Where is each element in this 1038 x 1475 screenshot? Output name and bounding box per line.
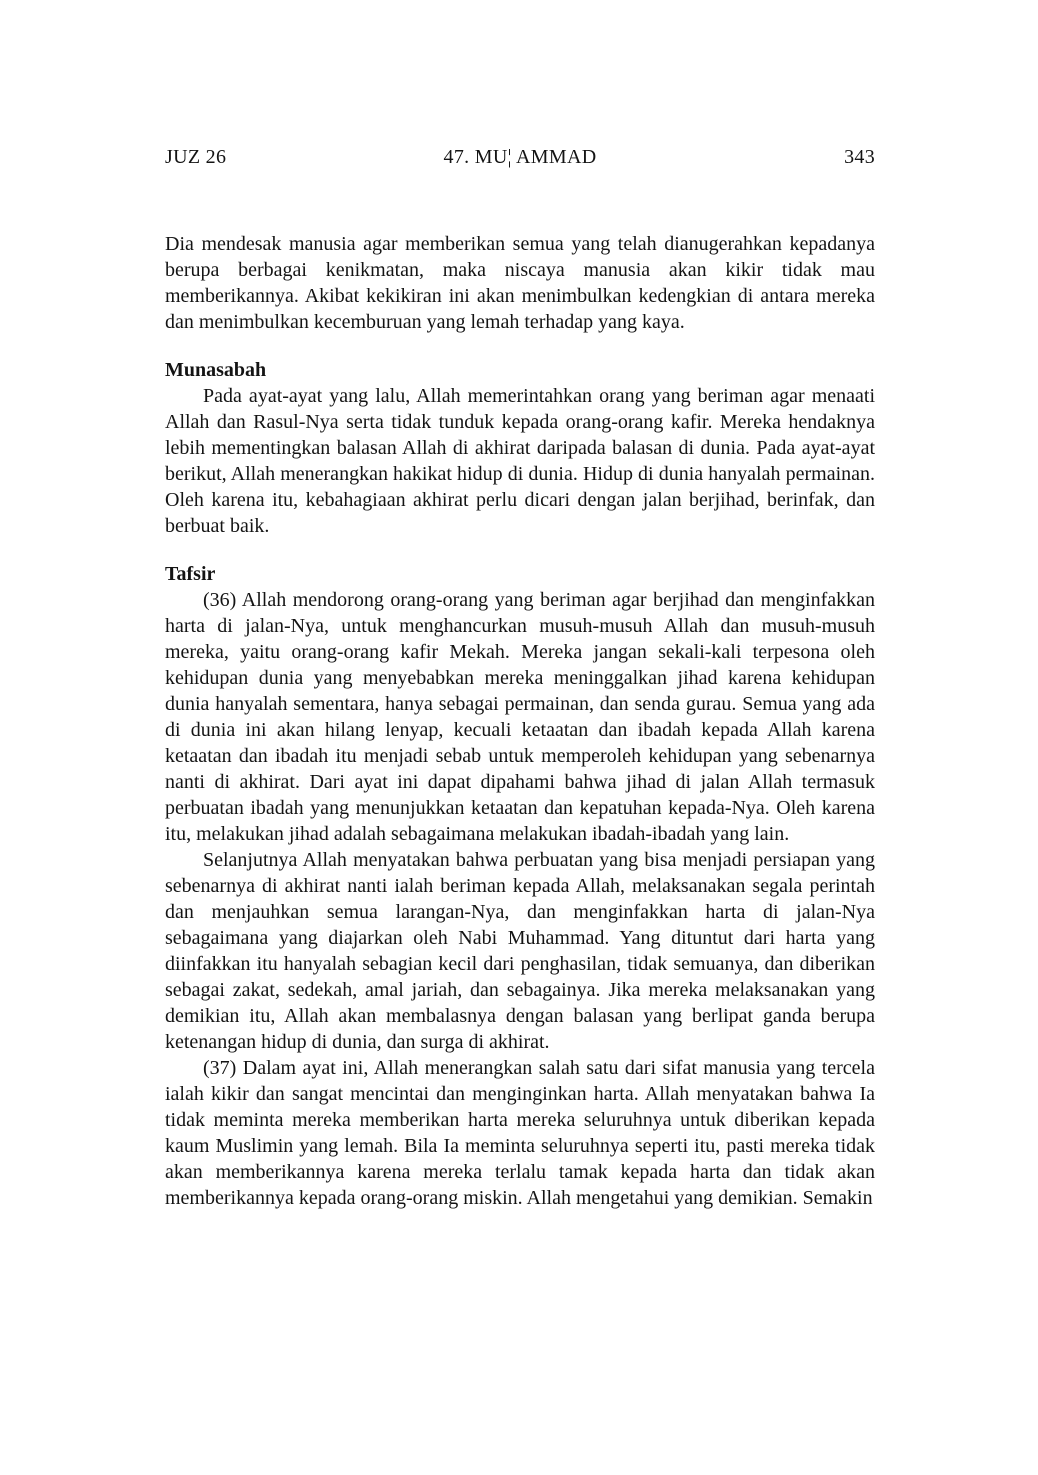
tafsir-paragraph-selanjutnya: Selanjutnya Allah menyatakan bahwa perbuatan yang bisa menjadi persiapan yang sebenarnya di akhirat nanti ialah beriman kepada Allah, melaksanakan segala perintah dan menjauhkan semua larangan-Nya, dan menginfakkan harta di jalan-Nya sebagaimana yang diajarkan oleh Nabi Muhammad. Yang dituntut dari harta yang diinfakkan itu hanyalah sebagian kecil dari penghasilan, tidak semuanya, dan diberikan sebagai zakat, sedekah, amal jariah, dan sebagainya. Jika mereka melaksanakan yang demikian itu, Allah akan membalasnya dengan balasan yang berlipat ganda berupa ketenangan hidup di dunia, dan surga di akhirat.: [165, 849, 875, 1053]
juz-label: JUZ 26: [165, 146, 227, 168]
page-number: 343: [844, 146, 876, 168]
continuation-paragraph: Dia mendesak manusia agar memberikan semua yang telah dianugerahkan kepadanya berupa berbagai kenikmatan, maka niscaya manusia akan kikir tidak mau memberikannya. Akibat kekikiran ini akan menimbulkan kedengkian di antara mereka dan menimbulkan kecemburuan yang lemah terhadap yang kaya.: [165, 233, 875, 333]
page-body: [165, 231, 875, 1211]
section-heading-munasabah: Munasabah: [165, 359, 267, 381]
page-header: [165, 146, 875, 169]
surah-title: 47. MU¦ AMMAD: [443, 146, 597, 168]
munasabah-paragraph: Pada ayat-ayat yang lalu, Allah memerintahkan orang yang beriman agar menaati Allah dan Rasul-Nya serta tidak tunduk kepada orang-orang kafir. Mereka hendaknya lebih mementingkan balasan Allah di akhirat daripada balasan di dunia. Pada ayat-ayat berikut, Allah menerangkan hakikat hidup di dunia. Hidup di dunia hanyalah permainan. Oleh karena itu, kebahagiaan akhirat perlu dicari dengan jalan berjihad, berinfak, dan berbuat baik.: [165, 385, 875, 537]
tafsir-paragraph-ayat-36: (36) Allah mendorong orang-orang yang beriman agar berjihad dan menginfakkan harta di jalan-Nya, untuk menghancurkan musuh-musuh Allah dan musuh-musuh mereka, yaitu orang-orang kafir Mekah. Mereka jangan sekali-kali terpesona oleh kehidupan dunia yang menyebabkan mereka meninggalkan jihad karena kehidupan dunia hanyalah sementara, hanya sebagai permainan, dan senda gurau. Semua yang ada di dunia ini akan hilang lenyap, kecuali ketaatan dan ibadah kepada Allah karena ketaatan dan ibadah itu menjadi sebab untuk memperoleh kehidupan yang sebenarnya nanti di akhirat. Dari ayat ini dapat dipahami bahwa jihad di jalan Allah termasuk perbuatan ibadah yang menunjukkan ketaatan dan kepatuhan kepada-Nya. Oleh karena itu, melakukan jihad adalah sebagaimana melakukan ibadah-ibadah yang lain.: [165, 589, 875, 845]
tafsir-paragraph-ayat-37: (37) Dalam ayat ini, Allah menerangkan salah satu dari sifat manusia yang tercela ialah kikir dan sangat mencintai dan menginginkan harta. Allah menyatakan bahwa Ia tidak meminta mereka memberikan harta mereka seluruhnya untuk diberikan kepada kaum Muslimin yang lemah. Bila Ia meminta seluruhnya seperti itu, pasti mereka tidak akan memberikannya karena mereka terlalu tamak kepada harta dan tidak akan memberikannya kepada orang-orang miskin. Allah mengetahui yang demikian. Semakin: [165, 1057, 875, 1209]
section-heading-tafsir: Tafsir: [165, 563, 216, 585]
